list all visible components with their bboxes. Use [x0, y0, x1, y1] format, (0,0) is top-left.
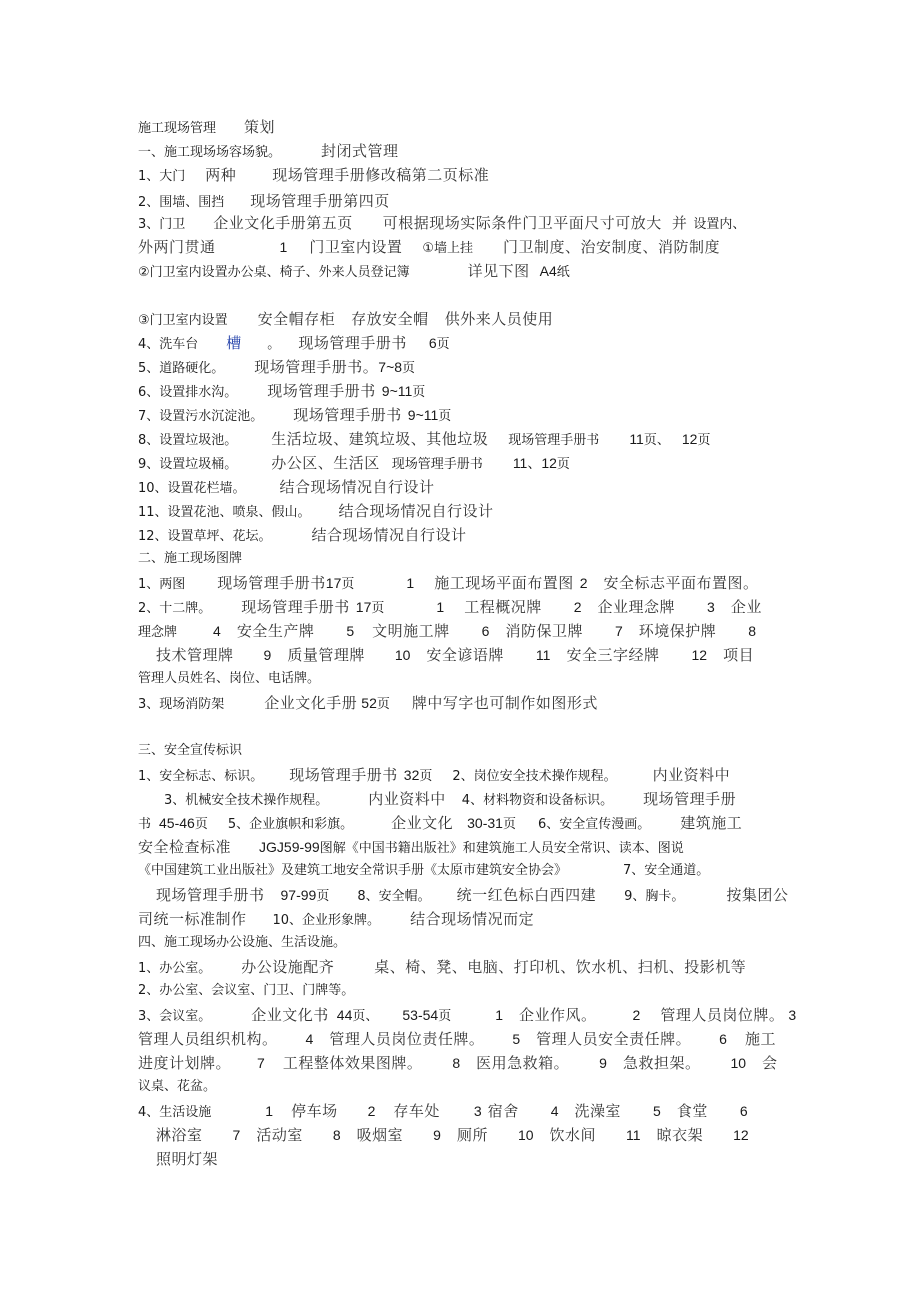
text-segment: 理念牌 — [138, 625, 178, 640]
text-segment: 7 — [614, 623, 623, 639]
text-segment: 文明施工牌 — [372, 622, 450, 640]
text-segment: 4 — [213, 623, 221, 639]
text-segment: 2 — [632, 1007, 641, 1023]
text-segment: 工程概况牌 — [464, 598, 542, 616]
text-line — [138, 238, 720, 258]
text-segment: 11 — [626, 1127, 641, 1143]
text-segment: 3、现场消防架 — [138, 697, 225, 712]
text-segment: JGJ59-99 — [259, 839, 320, 855]
text-segment: 结合现场情况自行设计 — [311, 526, 467, 544]
text-segment: 11 — [535, 647, 551, 663]
text-segment: 企业文化书 — [251, 1006, 329, 1024]
text-segment: 5、道路硬化。 — [138, 361, 225, 376]
text-segment: 议桌、花盆。 — [138, 1079, 217, 1094]
text-segment: 管理人员姓名、岗位、电话牌。 — [138, 671, 321, 686]
text-segment: 页 — [402, 361, 416, 376]
text-segment: 4、生活设施 — [138, 1105, 212, 1120]
text-segment: 施工 — [744, 1030, 776, 1048]
text-segment: 3 — [473, 1103, 482, 1119]
text-segment: 司统一标准制作 — [138, 910, 247, 928]
text-line — [138, 742, 242, 760]
text-segment: 页 — [697, 433, 711, 448]
text-line — [138, 838, 684, 858]
text-segment: 企业作风。 — [519, 1006, 597, 1024]
text-segment: 厕所 — [456, 1126, 488, 1144]
text-segment: 17 — [355, 599, 372, 615]
text-segment: 2、岗位安全技术操作规程。 — [452, 769, 617, 784]
text-segment: 页 — [371, 601, 385, 616]
text-segment: A4 — [539, 263, 557, 279]
text-segment: 8 — [748, 623, 757, 639]
text-segment: 槽 — [226, 334, 242, 352]
text-segment: 45-46 — [159, 815, 195, 831]
text-segment: 3 — [788, 1007, 797, 1023]
text-segment: 现场管理手册书。 — [254, 358, 379, 376]
text-line — [138, 646, 754, 666]
text-segment: 2、围墙、围挡 — [138, 195, 225, 210]
text-segment: 办公区、生活区 — [271, 454, 380, 472]
text-segment: 2 — [579, 575, 588, 591]
text-segment: 9 — [599, 1055, 607, 1071]
text-segment: 现场管理手册第四页 — [250, 192, 390, 210]
text-segment: 9、胸卡。 — [624, 889, 685, 904]
text-segment: 现场管理手册修改稿第二页标准 — [272, 166, 490, 184]
text-segment: 施工现场管理 — [138, 121, 217, 136]
text-line — [138, 382, 425, 402]
text-segment: 4 — [550, 1103, 559, 1119]
text-segment: 7 — [257, 1055, 265, 1071]
text-segment: 页 — [194, 817, 208, 832]
text-segment: 6 — [481, 623, 490, 639]
text-line — [138, 262, 570, 282]
text-segment: 页、 — [352, 1009, 379, 1024]
text-segment: 32 — [403, 767, 420, 783]
text-segment: 洗澡室 — [574, 1102, 622, 1120]
text-line — [138, 1150, 218, 1170]
text-segment: 管理人员岗位牌。 — [660, 1006, 785, 1024]
text-segment: 页 — [556, 457, 570, 472]
text-segment: 管理人员组织机构。 — [138, 1030, 278, 1048]
text-line — [138, 1030, 776, 1050]
text-segment: 6、安全宣传漫画。 — [537, 817, 651, 832]
text-line — [138, 406, 451, 426]
text-segment: 活动室 — [256, 1126, 303, 1144]
text-segment: 安全检查标准 — [138, 838, 232, 856]
text-segment: 1 — [436, 599, 445, 615]
text-segment: 2、十二牌。 — [138, 601, 212, 616]
text-segment: 4、材料物资和设备标识。 — [461, 793, 614, 808]
text-segment: 9 — [433, 1127, 441, 1143]
text-segment: 存放安全帽 — [351, 310, 429, 328]
text-segment: 9 — [263, 647, 272, 663]
text-line — [138, 334, 450, 354]
text-segment: 急救担架。 — [622, 1054, 701, 1072]
text-segment: 宿舍 — [487, 1102, 519, 1120]
text-segment: 1、两图 — [138, 577, 186, 592]
text-segment: 现场管理手册书 — [267, 382, 376, 400]
text-segment: 12、设置草坪、花坛。 — [138, 529, 272, 544]
text-line — [138, 454, 570, 474]
text-segment: 策划 — [244, 118, 276, 136]
text-line — [138, 310, 553, 330]
text-segment: 可根据现场实际条件门卫平面尺寸可放大 — [382, 214, 662, 232]
text-segment: 办公设施配齐 — [241, 958, 335, 976]
text-line — [138, 598, 762, 618]
text-segment: 现场管理手册书 — [508, 433, 600, 448]
text-line — [138, 430, 710, 450]
text-segment: 安全三字经牌 — [566, 646, 660, 664]
text-line — [138, 934, 346, 952]
text-segment: 页 — [438, 409, 452, 424]
text-line — [138, 814, 742, 834]
text-segment: 外两门贯通 — [138, 238, 216, 256]
text-segment: 页 — [316, 889, 330, 904]
text-segment: 11、设置花池、喷泉、假山。 — [138, 505, 311, 520]
text-segment: 页 — [502, 817, 516, 832]
text-segment: 一、施工现场场容场貌。 — [138, 145, 282, 160]
text-segment: 管理人员安全责任牌。 — [536, 1030, 692, 1048]
text-line — [138, 670, 320, 688]
text-segment: 3 — [707, 599, 715, 615]
text-segment: 6 — [739, 1103, 748, 1119]
text-line — [138, 622, 756, 642]
text-segment: 食堂 — [676, 1102, 708, 1120]
text-line — [138, 1126, 749, 1146]
text-segment: 门卫室内设置 — [309, 238, 403, 256]
text-segment: 吸烟室 — [356, 1126, 404, 1144]
text-segment: 2 — [573, 599, 582, 615]
text-segment: 6、设置排水沟。 — [138, 385, 238, 400]
text-segment: 企业理念牌 — [597, 598, 676, 616]
text-segment: 技术管理牌 — [156, 646, 234, 664]
text-segment: 页、 — [643, 433, 670, 448]
text-line — [138, 526, 467, 546]
text-segment: 1 — [279, 239, 288, 255]
text-line — [138, 478, 435, 498]
text-segment: 3、机械安全技术操作规程。 — [164, 793, 329, 808]
text-segment: 页 — [376, 697, 390, 712]
text-segment: 内业资料中 — [652, 766, 731, 784]
text-segment: 饮水间 — [549, 1126, 597, 1144]
text-line — [138, 694, 598, 714]
text-segment: 3、会议室。 — [138, 1009, 212, 1024]
text-segment: 5、企业旗帜和彩旗。 — [227, 817, 354, 832]
text-segment: 1、大门 — [138, 169, 186, 184]
text-segment: 企业文化手册 — [264, 694, 358, 712]
text-line — [138, 766, 730, 786]
text-segment: 5 — [346, 623, 355, 639]
text-segment: 两种 — [205, 166, 237, 184]
text-segment: 门卫制度、治安制度、消防制度 — [502, 238, 720, 256]
text-segment: 项目 — [723, 646, 755, 664]
text-segment: 现场管理手册书 — [241, 598, 350, 616]
text-line — [138, 358, 415, 378]
text-segment: 封闭式管理 — [321, 142, 399, 160]
text-segment: 页 — [436, 337, 450, 352]
text-line — [138, 550, 242, 568]
text-line — [138, 1102, 748, 1122]
text-segment: 44 — [336, 1007, 353, 1023]
text-segment: 并 — [671, 214, 688, 232]
text-segment: 现场管理手册 — [643, 790, 737, 808]
text-segment: 1、办公室。 — [138, 961, 212, 976]
text-segment: 6 — [428, 335, 437, 351]
text-segment: 结合现场情况自行设计 — [279, 478, 435, 496]
text-segment: ③门卫室内设置 — [138, 313, 228, 328]
text-segment: 5 — [512, 1031, 521, 1047]
text-line — [138, 192, 390, 212]
text-segment: 1 — [495, 1007, 504, 1023]
text-segment: 现场管理手册书 — [156, 886, 265, 904]
text-segment: 照明灯架 — [156, 1150, 219, 1168]
text-segment: 结合现场情况而定 — [410, 910, 535, 928]
text-segment: 11、12 — [512, 455, 557, 471]
text-segment: 二、施工现场图牌 — [138, 551, 243, 566]
text-segment: 生活垃圾、建筑垃圾、其他垃圾 — [271, 430, 489, 448]
text-segment: 现场管理手册书 — [293, 406, 402, 424]
text-segment: 12 — [681, 431, 698, 447]
text-segment: 8、设置垃圾池。 — [138, 433, 238, 448]
text-segment: 纸 — [556, 265, 570, 280]
text-segment: 30-31 — [467, 815, 503, 831]
text-segment: 企业文化手册第五页 — [213, 214, 353, 232]
text-segment: 9、设置垃圾桶。 — [138, 457, 238, 472]
text-segment: 医用急救箱。 — [476, 1054, 570, 1072]
text-segment: 页 — [341, 577, 355, 592]
text-segment: 现场管理手册书 — [217, 574, 326, 592]
text-segment: 10、设置花栏墙。 — [138, 481, 246, 496]
text-line — [138, 142, 399, 162]
text-segment: 97-99 — [280, 887, 317, 903]
text-segment: ①墙上挂 — [422, 241, 473, 256]
text-segment: 10 — [517, 1127, 534, 1143]
text-segment: 淋浴室 — [156, 1126, 203, 1144]
text-segment: 供外来人员使用 — [444, 310, 554, 328]
text-segment: 桌、椅、凳、电脑、打印机、饮水机、扫机、投影机等 — [374, 958, 747, 976]
text-segment: 10 — [730, 1055, 747, 1071]
text-segment: 企业 — [730, 598, 762, 616]
text-line — [138, 910, 534, 930]
text-segment: 8 — [452, 1055, 461, 1071]
text-segment: 7、设置污水沉淀池。 — [138, 409, 264, 424]
text-segment: 环境保护牌 — [638, 622, 717, 640]
text-segment: 安全帽存柜 — [257, 310, 336, 328]
text-segment: 页 — [412, 385, 426, 400]
text-segment: 质量管理牌 — [287, 646, 365, 664]
text-segment: 存车处 — [393, 1102, 440, 1120]
text-segment: 6 — [719, 1031, 727, 1047]
text-segment: 按集团公 — [726, 886, 789, 904]
text-segment: ②门卫室内设置办公桌、椅子、外来人员登记簿 — [138, 265, 410, 280]
text-segment: 8、安全帽。 — [357, 889, 431, 904]
text-segment: 8 — [332, 1127, 341, 1143]
text-segment: 《中国建筑工业出版社》及建筑工地安全常识手册《太原市建筑安全协会》 — [138, 863, 568, 878]
text-segment: 统一红色标白西四建 — [456, 886, 597, 904]
text-segment: 52 — [361, 695, 377, 711]
text-segment: 现场管理手册书 — [298, 334, 407, 352]
text-segment: 7、安全通道。 — [623, 863, 710, 878]
text-segment: 建筑施工 — [680, 814, 743, 832]
text-segment: 7~8 — [378, 359, 403, 375]
text-segment: 会 — [762, 1054, 778, 1072]
text-segment: 详见下图 — [467, 262, 530, 280]
text-segment: 企业文化 — [391, 814, 454, 832]
text-segment: 晾衣架 — [656, 1126, 704, 1144]
text-segment: 书 — [138, 817, 152, 832]
text-segment: 1 — [265, 1103, 274, 1119]
text-segment: 页 — [419, 769, 433, 784]
text-segment: 安全标志平面布置图。 — [603, 574, 759, 592]
text-segment: 图解《中国书籍出版社》和建筑施工人员安全常识、读本、图说 — [319, 841, 684, 856]
text-segment: 管理人员岗位责任牌。 — [329, 1030, 485, 1048]
text-segment: 施工现场平面布置图 — [434, 574, 574, 592]
text-segment: 安全生产牌 — [236, 622, 315, 640]
text-segment: 10、企业形象牌。 — [272, 913, 381, 928]
text-segment: 。 — [267, 337, 281, 352]
text-segment: 3、门卫 — [138, 217, 186, 232]
text-segment: 四、施工现场办公设施、生活设施。 — [138, 935, 347, 950]
text-segment: 进度计划牌。 — [138, 1054, 232, 1072]
text-segment: 现场管理手册书 — [289, 766, 398, 784]
text-line — [138, 1078, 216, 1096]
text-segment: 结合现场情况自行设计 — [338, 502, 494, 520]
text-segment: 安全谚语牌 — [426, 646, 504, 664]
text-segment: 4 — [305, 1031, 314, 1047]
text-line — [138, 862, 709, 880]
text-segment: 5 — [653, 1103, 661, 1119]
text-segment: 4、洗车台 — [138, 337, 199, 352]
text-line — [138, 886, 788, 906]
text-segment: 53-54 — [402, 1007, 439, 1023]
text-line — [138, 574, 759, 594]
text-segment: 三、安全宣传标识 — [138, 743, 243, 758]
text-line — [138, 502, 494, 522]
text-line — [138, 982, 354, 1000]
text-segment: 1、安全标志、标识。 — [138, 769, 264, 784]
text-segment: 9~11 — [407, 407, 439, 423]
text-line — [138, 790, 736, 810]
text-segment: 消防保卫牌 — [505, 622, 583, 640]
text-segment: 10 — [394, 647, 411, 663]
text-segment: 17 — [325, 575, 342, 591]
text-segment: 2 — [367, 1103, 376, 1119]
text-segment: 页 — [438, 1009, 452, 1024]
text-line — [138, 118, 275, 138]
text-line — [138, 214, 745, 234]
text-line — [138, 958, 746, 978]
text-segment: 现场管理手册书 — [391, 457, 483, 472]
text-line — [138, 166, 489, 186]
text-segment: 9~11 — [381, 383, 413, 399]
text-segment: 2、办公室、会议室、门卫、门牌等。 — [138, 983, 355, 998]
text-segment: 7 — [232, 1127, 241, 1143]
text-segment: 停车场 — [291, 1102, 338, 1120]
text-segment: 12 — [691, 647, 708, 663]
text-segment: 12 — [733, 1127, 749, 1143]
text-segment: 内业资料中 — [368, 790, 446, 808]
text-line — [138, 1054, 778, 1074]
text-segment: 工程整体效果图牌。 — [282, 1054, 423, 1072]
text-line — [138, 1006, 796, 1026]
text-segment: 1 — [406, 575, 415, 591]
text-segment: 牌中写字也可制作如图形式 — [411, 694, 598, 712]
text-segment: 11 — [629, 431, 644, 447]
text-segment: 设置内、 — [693, 217, 746, 232]
